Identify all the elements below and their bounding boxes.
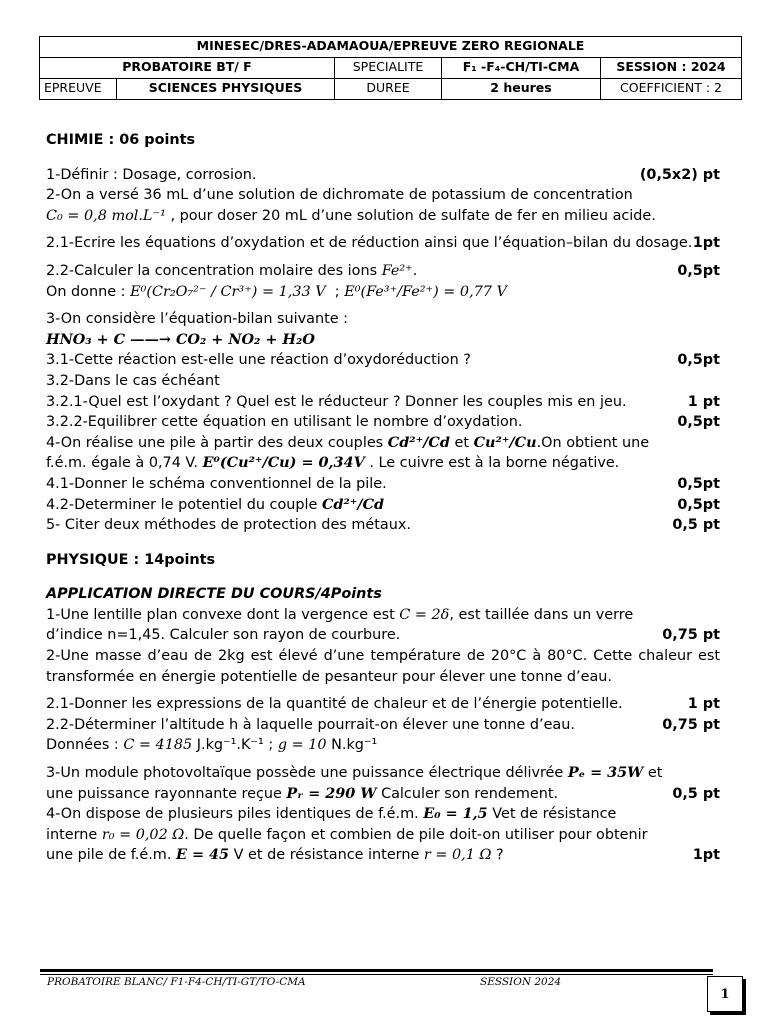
header-epreuve-value: SCIENCES PHYSIQUES	[117, 79, 335, 100]
math-c-value: C = 4185	[123, 737, 193, 754]
math-cu-couple: Cu²⁺/Cu	[473, 433, 537, 451]
points-label: 1 pt	[687, 696, 720, 713]
points-label: 0,5 pt	[672, 785, 720, 802]
header-coefficient: COEFFICIENT : 2	[601, 79, 742, 100]
chimie-question-2-1: 2.1-Ecrire les équations d’oxydation et de réduction ainsi que l’équation–bilan du dosage.	[46, 235, 693, 252]
points-label: 0,5 pt	[672, 517, 720, 534]
chimie-question-3-2: 3.2-Dans le cas échéant	[46, 372, 220, 389]
math-e: E = 45	[175, 846, 230, 864]
math-vergence: C = 2δ	[399, 606, 450, 623]
physique-donnees: Données : C = 4185 J.kg⁻¹.K⁻¹ ; g = 10 N.kg⁻¹	[46, 737, 378, 754]
math-e-cuivre: E⁰(Cu²⁺/Cu) = 0,34V	[202, 454, 365, 472]
math-e-fer: E⁰(Fe³⁺/Fe²⁺) = 0,77 V	[344, 283, 507, 300]
points-label: 0,75 pt	[662, 716, 720, 733]
chimie-question-2-2: 2.2-Calculer la concentration molaire des ions Fe²⁺. 0,5pt	[46, 261, 720, 282]
points-label: 1pt	[692, 847, 720, 864]
header-specialite-value: F₁ -F₄-CH/TI-CMA	[442, 58, 601, 79]
chimie-question-5: 5- Citer deux méthodes de protection des métaux. 0,5 pt	[46, 515, 720, 536]
points-label: (0,5x2) pt	[639, 166, 720, 183]
header-duree-value: 2 heures	[442, 79, 601, 100]
points-label: 0,75 pt	[662, 627, 720, 644]
math-r0: r₀ = 0,02 Ω	[101, 826, 185, 843]
math-fe-ion: Fe²⁺.	[381, 262, 418, 279]
math-pe: Pₑ = 35W	[567, 764, 644, 782]
math-cd-couple: Cd²⁺/Cd	[321, 495, 385, 513]
header-specialite-label: SPECIALITE	[335, 58, 442, 79]
header-institution: MINESEC/DRES-ADAMAOUA/EPREUVE ZERO REGIONALE	[40, 37, 742, 58]
chimie-question-2: 2-On a versé 36 mL d’une solution de dichromate de potassium de concentration C₀ = 0,8 mol.L⁻¹ , pour doser 20 mL d’une solution de sulfate de fer en milieu acide.	[46, 187, 656, 224]
points-label: 0,5pt	[677, 352, 720, 369]
page-number-box	[707, 976, 743, 1012]
points-label: 1pt	[692, 235, 720, 252]
chimie-equation: HNO₃ + C ——→ CO₂ + NO₂ + H₂O	[46, 330, 315, 348]
physique-question-1: 1-Une lentille plan convexe dont la vergence est C = 2δ, est taillée dans un verre	[46, 606, 634, 623]
physique-question-4: 4-On dispose de plusieurs piles identiques de f.é.m. E₀ = 1,5 Vet de résistance interne r₀ = 0,02 Ω. De quelle façon et combien de pile doit-on utiliser pour obtenir	[46, 805, 648, 843]
chimie-question-4-1: 4.1-Donner le schéma conventionnel de la pile. 0,5pt	[46, 474, 720, 495]
points-label: 0,5pt	[677, 475, 720, 492]
header-duree-label: DUREE	[335, 79, 442, 100]
physique-question-2-1: 2.1-Donner les expressions de la quantité de chaleur et de l’énergie potentielle. 1 pt	[46, 694, 720, 715]
footer-session-text: SESSION 2024	[480, 976, 562, 988]
footer-left-text: PROBATOIRE BLANC/ F1-F4-CH/TI-GT/TO-CMA	[47, 976, 306, 988]
points-label: 1 pt	[687, 393, 720, 410]
chimie-question-1: 1-Définir : Dosage, corrosion. (0,5x2) pt	[46, 165, 720, 186]
footer-rule-thin	[40, 974, 713, 975]
points-label: 0,5pt	[677, 414, 720, 431]
points-label: 0,5pt	[677, 496, 720, 513]
math-r: r = 0,1 Ω	[423, 847, 492, 864]
math-e0: E₀ = 1,5	[423, 805, 488, 823]
chimie-question-4: 4-On réalise une pile à partir des deux couples Cd²⁺/Cd et Cu²⁺/Cu.On obtient une f.é.m. égale à 0,74 V. E⁰(Cu²⁺/Cu) = 0,34V . Le cuivre est à la borne négative.	[46, 433, 650, 472]
chimie-question-3-2-1: 3.2.1-Quel est l’oxydant ? Quel est le réducteur ? Donner les couples mis en jeu. 1 pt	[46, 392, 720, 413]
header-epreuve-label: EPREUVE	[40, 79, 117, 100]
chimie-question-3-1: 3.1-Cette réaction est-elle une réaction d’oxydoréduction ? 0,5pt	[46, 350, 720, 371]
points-label: 0,5pt	[677, 262, 720, 279]
page-number: 1	[720, 986, 730, 1002]
header-probatoire: PROBATOIRE BT/ F	[40, 58, 335, 79]
chimie-question-3: 3-On considère l’équation-bilan suivante :	[46, 311, 349, 328]
math-c0: C₀ = 0,8 mol.L⁻¹	[46, 207, 166, 224]
header-session: SESSION : 2024	[601, 58, 742, 79]
math-e-dichromate: E⁰(Cr₂O₇²⁻ / Cr³⁺) = 1,33 V	[130, 283, 326, 300]
chimie-question-4-2: 4.2-Determiner le potentiel du couple Cd²⁺/Cd 0,5pt	[46, 495, 720, 516]
chimie-title: CHIMIE : 06 points	[46, 132, 196, 148]
chimie-question-3-2-2: 3.2.2-Equilibrer cette équation en utilisant le nombre d’oxydation. 0,5pt	[46, 412, 720, 433]
exam-content: CHIMIE : 06 points 1-Définir : Dosage, corrosion. (0,5x2) pt 2-On a versé 36 mL d’une solution de dichromate de potassium de concentration C₀ = 0,8 mol.L⁻¹ , pour doser 20 mL d’une solution de sulfate de fer en milieu acide. 2.1-Ecrire les équations d’oxydation et de réduction ainsi que l’équation–bilan du dosage. 1pt 2.2-Calculer la concentration molaire des ions Fe²⁺. 0,5pt On donne : E⁰(Cr₂O₇²⁻ / Cr³⁺) = 1,33 V ; E⁰(Fe³⁺/Fe²⁺) = 0,77 V 3-On considère l’équation-bilan suivante : HNO₃ + C ——→ CO₂ + NO₂ + H₂O 3.1-Cette réaction est-elle une réaction d’oxydoréduction ? 0,5pt 3.2-Dans le cas échéant 3.2.1-Quel est l’oxydant ? Quel est le réducteur ? Donner les couples mis en jeu. 1 pt 3.2.2-Equilibrer cette équation en utilisant le nombre d’oxydation. 0,5pt 4-On réalise une pile à partir des deux couples Cd²⁺/Cd et Cu²⁺/Cu.On obtient une f.é.m. égale à 0,74 V. E⁰(Cu²⁺/Cu) = 0,34V . Le cuivre est à la borne négative. 4.1-Donner le schéma conventionnel de la pile. 0,5pt 4.2-Determiner le potentiel du couple Cd²⁺/Cd 0,5pt 5- Citer deux méthodes de protection des métaux. 0,5 pt PHYSIQUE : 14points APPLICATION DIRECTE DU COURS/4Points 1-Une lentille plan convexe dont la vergence est C = 2δ, est taillée dans un verre d’indice n=1,45. Calculer son rayon de courbure. 0,75 pt 2-Une masse d’eau de 2kg est élevé d’une température de 20°C à 80°C. Cette chaleur est transformée en énergie potentielle de pesanteur pour élever une tonne d’eau. 2.1-Donner les expressions de la quantité de chaleur et de l’énergie potentielle. 1 pt 2.2-Déterminer l’altitude h à laquelle pourrait-on élever une tonne d’eau. 0,75 pt Données : C = 4185 J.kg⁻¹.K⁻¹ ; g = 10 N.kg⁻¹ 3-Un module photovoltaïque possède une puissance électrique délivrée Pₑ = 35W et une puissance rayonnante reçue Pᵣ = 290 W Calculer son rendement. 0,5 pt 4-On dispose de plusieurs piles identiques de f.é.m. E₀ = 1,5 Vet de résistance interne r₀ = 0,02 Ω. De quelle façon et combien de pile doit-on utiliser pour obtenir une pile de f.é.m. E = 45 V et de résistance interne r = 0,1 Ω ? 1pt	[46, 130, 720, 866]
chimie-donne: On donne : E⁰(Cr₂O₇²⁻ / Cr³⁺) = 1,33 V ; E⁰(Fe³⁺/Fe²⁺) = 0,77 V	[46, 283, 507, 300]
math-pr: Pᵣ = 290 W	[286, 784, 377, 802]
physique-question-3: 3-Un module photovoltaïque possède une puissance électrique délivrée Pₑ = 35W et	[46, 764, 663, 782]
physique-question-2-2: 2.2-Déterminer l’altitude h à laquelle pourrait-on élever une tonne d’eau. 0,75 pt	[46, 715, 720, 736]
footer-rule-thick	[40, 969, 713, 972]
math-g-value: g = 10	[277, 737, 327, 754]
physique-question-2: 2-Une masse d’eau de 2kg est élevé d’une température de 20°C à 80°C. Cette chaleur est transformée en énergie potentielle de pesanteur pour élever une tonne d’eau.	[46, 648, 720, 685]
physique-title: PHYSIQUE : 14points	[46, 551, 216, 568]
math-cd-couple: Cd²⁺/Cd	[387, 433, 450, 451]
physique-app-title: APPLICATION DIRECTE DU COURS/4Points	[46, 586, 382, 603]
exam-header-table	[39, 36, 742, 100]
